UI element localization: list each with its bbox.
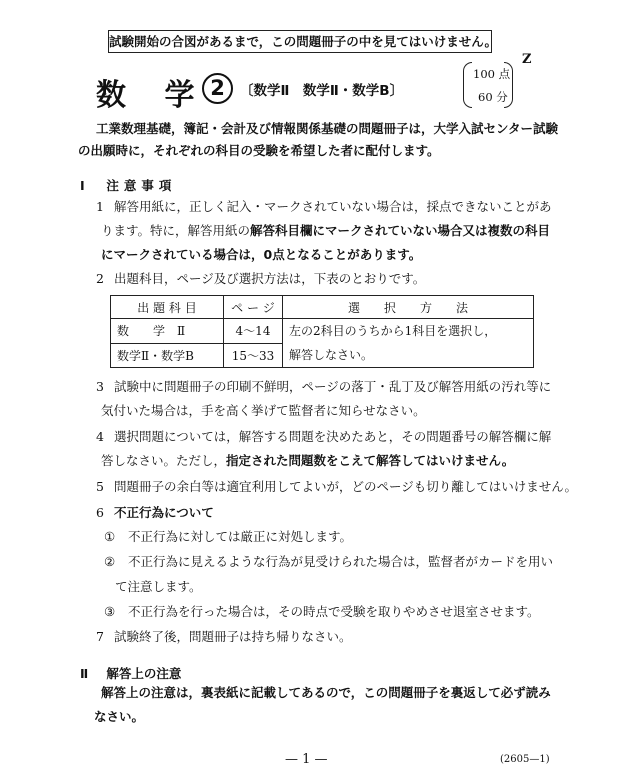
sub-item-text: 不正行為に見えるような行為が見受けられた場合は，監督者がカードを用い [128,554,554,569]
subject-table [110,295,534,368]
item-text: 解答用紙に，正しく記入・マークされていない場合は，採点できないことがあ [114,199,552,214]
sub-item [104,524,352,549]
intro-line: 工業数理基礎，簿記・会計及び情報関係基礎の問題冊子は，大学入試センター試験 [96,121,559,136]
section-number: Ⅰ [80,178,85,193]
sub-item [104,599,540,624]
table-header: 出 題 科 目 [111,296,224,319]
list-item-continuation [101,448,514,473]
item-number: 6 [96,505,104,520]
table-header: ペ ー ジ [224,296,283,319]
page-title: 数 学 [96,78,209,113]
sub-item-text: て注意します。 [115,579,202,594]
list-item [96,624,352,649]
item-text: 選択問題については，解答する問題を決めたあと，その問題番号の解答欄に解 [114,429,552,444]
booklet-code: (2605—1) [500,754,550,765]
intro-line: の出願時に，それぞれの科目の受験を希望した者に配付します。 [78,143,440,158]
item-number: 3 [96,379,104,394]
section-title: 注意事項 [106,178,177,193]
title-number-circle: 2 [202,73,233,104]
exam-notice: 試験開始の合図があるまで，この問題冊子の中を見てはいけません。 [108,30,492,53]
method-text: 左の2科目のうちから1科目を選択し， [289,324,497,338]
item-text: ります。特に，解答用紙の [101,223,251,238]
minutes-label: 60 分 [478,90,508,104]
title-subjects: 〔数学Ⅱ 数学Ⅱ・数学B〕 [240,83,404,99]
score-time-box [463,62,513,108]
paragraph-line: 解答上の注意は，裏表紙に記載してあるので，この問題冊子を裏返して必ず読み [101,685,551,700]
table-cell-method [283,319,534,368]
item-text: 気付いた場合は，手を高く挙げて監督者に知らせなさい。 [101,403,426,418]
sub-item-text: 不正行為に対しては厳正に対処します。 [128,529,353,544]
sub-item [104,549,553,574]
intro-paragraph [78,118,559,162]
item-text: 問題冊子の余白等は適宜利用してよいが，どのページも切り離してはいけません。 [114,479,578,494]
list-item [96,424,551,449]
item-number: 7 [96,629,104,644]
method-text: 解答しなさい。 [289,348,374,362]
page-number: — 1 — [285,752,328,767]
item-text: 試験中に問題冊子の印刷不鮮明，ページの落丁・乱丁及び解答用紙の汚れ等に [114,379,552,394]
list-item [96,500,214,525]
item-text: 答しなさい。ただし， [101,453,227,468]
item-text: 試験終了後，問題冊子は持ち帰りなさい。 [114,629,352,644]
left-bracket [463,62,472,108]
item-number: 1 [96,199,104,214]
list-item [96,194,552,219]
table-cell-subject: 数 学 Ⅱ [111,319,224,344]
item-number: 4 [96,429,104,444]
item-text-bold: 指定された問題数をこえて解答してはいけません。 [226,453,515,468]
item-text-bold: にマークされている場合は，0点となることがあります。 [101,247,422,262]
item-text: 出題科目，ページ及び選択方法は，下表のとおりです。 [114,271,426,286]
list-item [96,374,551,399]
table-row [111,319,534,344]
sub-item-continuation [115,574,202,599]
section-number: Ⅱ [80,666,89,681]
table-cell-pages: 4〜14 [224,319,283,344]
item-text-bold: 解答科目欄にマークされていない場合又は複数の科目 [250,223,551,238]
points-label: 100 点 [473,67,511,81]
table-header: 選 択 方 法 [283,296,534,319]
list-item [96,266,425,291]
sub-item-mark: ③ [104,604,116,619]
sub-item-mark: ① [104,529,116,544]
list-item-continuation [101,398,426,423]
paragraph-line: なさい。 [94,709,145,724]
list-item-continuation [101,218,550,243]
corner-mark: Z [522,52,532,67]
table-cell-subject: 数学Ⅱ・数学B [111,343,224,368]
table-header-row [111,296,534,319]
item-number: 5 [96,479,104,494]
list-item-continuation [101,242,421,267]
sub-item-text: 不正行為を行った場合は，その時点で受験を取りやめさせ退室させます。 [128,604,540,619]
section-heading [80,176,176,194]
section-title: 解答上の注意 [106,666,182,681]
list-item [96,474,577,499]
table-cell-pages: 15〜33 [224,343,283,368]
sub-item-mark: ② [104,554,116,569]
item-title: 不正行為について [114,505,214,520]
item-number: 2 [96,271,104,286]
